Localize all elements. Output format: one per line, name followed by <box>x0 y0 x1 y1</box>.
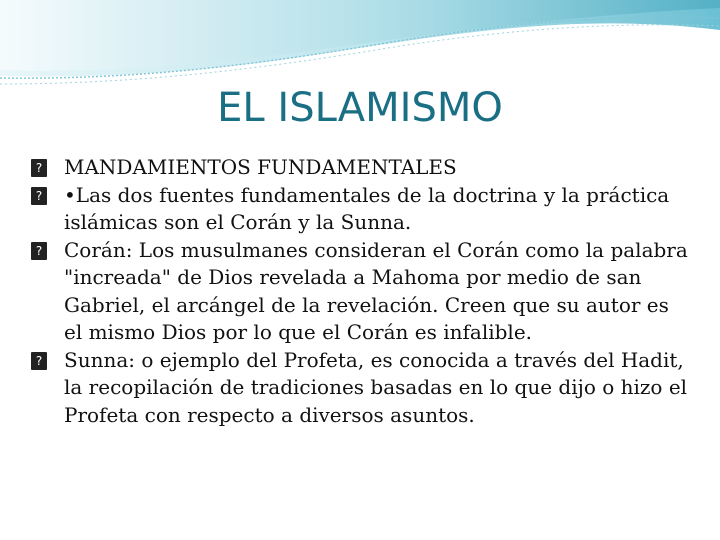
list-item <box>30 182 690 237</box>
header-wave-decoration <box>0 0 720 90</box>
slide-title: EL ISLAMISMO <box>217 85 503 131</box>
bullet-text: MANDAMIENTOS FUNDAMENTALES <box>64 155 457 179</box>
bullet-text: •Las dos fuentes fundamentales de la doctrina y la práctica islámicas son el Corán y la Sunna. <box>64 182 670 234</box>
content-list <box>30 154 690 429</box>
svg-text:?: ? <box>35 188 43 203</box>
missing-glyph-icon <box>30 241 48 261</box>
missing-glyph-icon <box>30 351 48 371</box>
svg-text:?: ? <box>35 353 43 368</box>
list-item <box>30 347 690 430</box>
bullet-text: Corán: Los musulmanes consideran el Corán como la palabra "increada" de Dios revelada a Mahoma por medio de san Gabriel, el arcángel de la revelación. Creen que su autor es el mismo Dios por lo que el Corán es infalible. <box>64 237 688 344</box>
list-item <box>30 154 690 182</box>
missing-glyph-icon <box>30 158 48 178</box>
svg-text:?: ? <box>35 243 43 258</box>
list-item <box>30 237 690 347</box>
bullet-text: Sunna: o ejemplo del Profeta, es conocida a través del Hadit, la recopilación de tradiciones basadas en lo que dijo o hizo el Profeta con respecto a diversos asuntos. <box>64 347 688 427</box>
svg-text:?: ? <box>35 161 43 175</box>
missing-glyph-icon <box>30 186 48 206</box>
